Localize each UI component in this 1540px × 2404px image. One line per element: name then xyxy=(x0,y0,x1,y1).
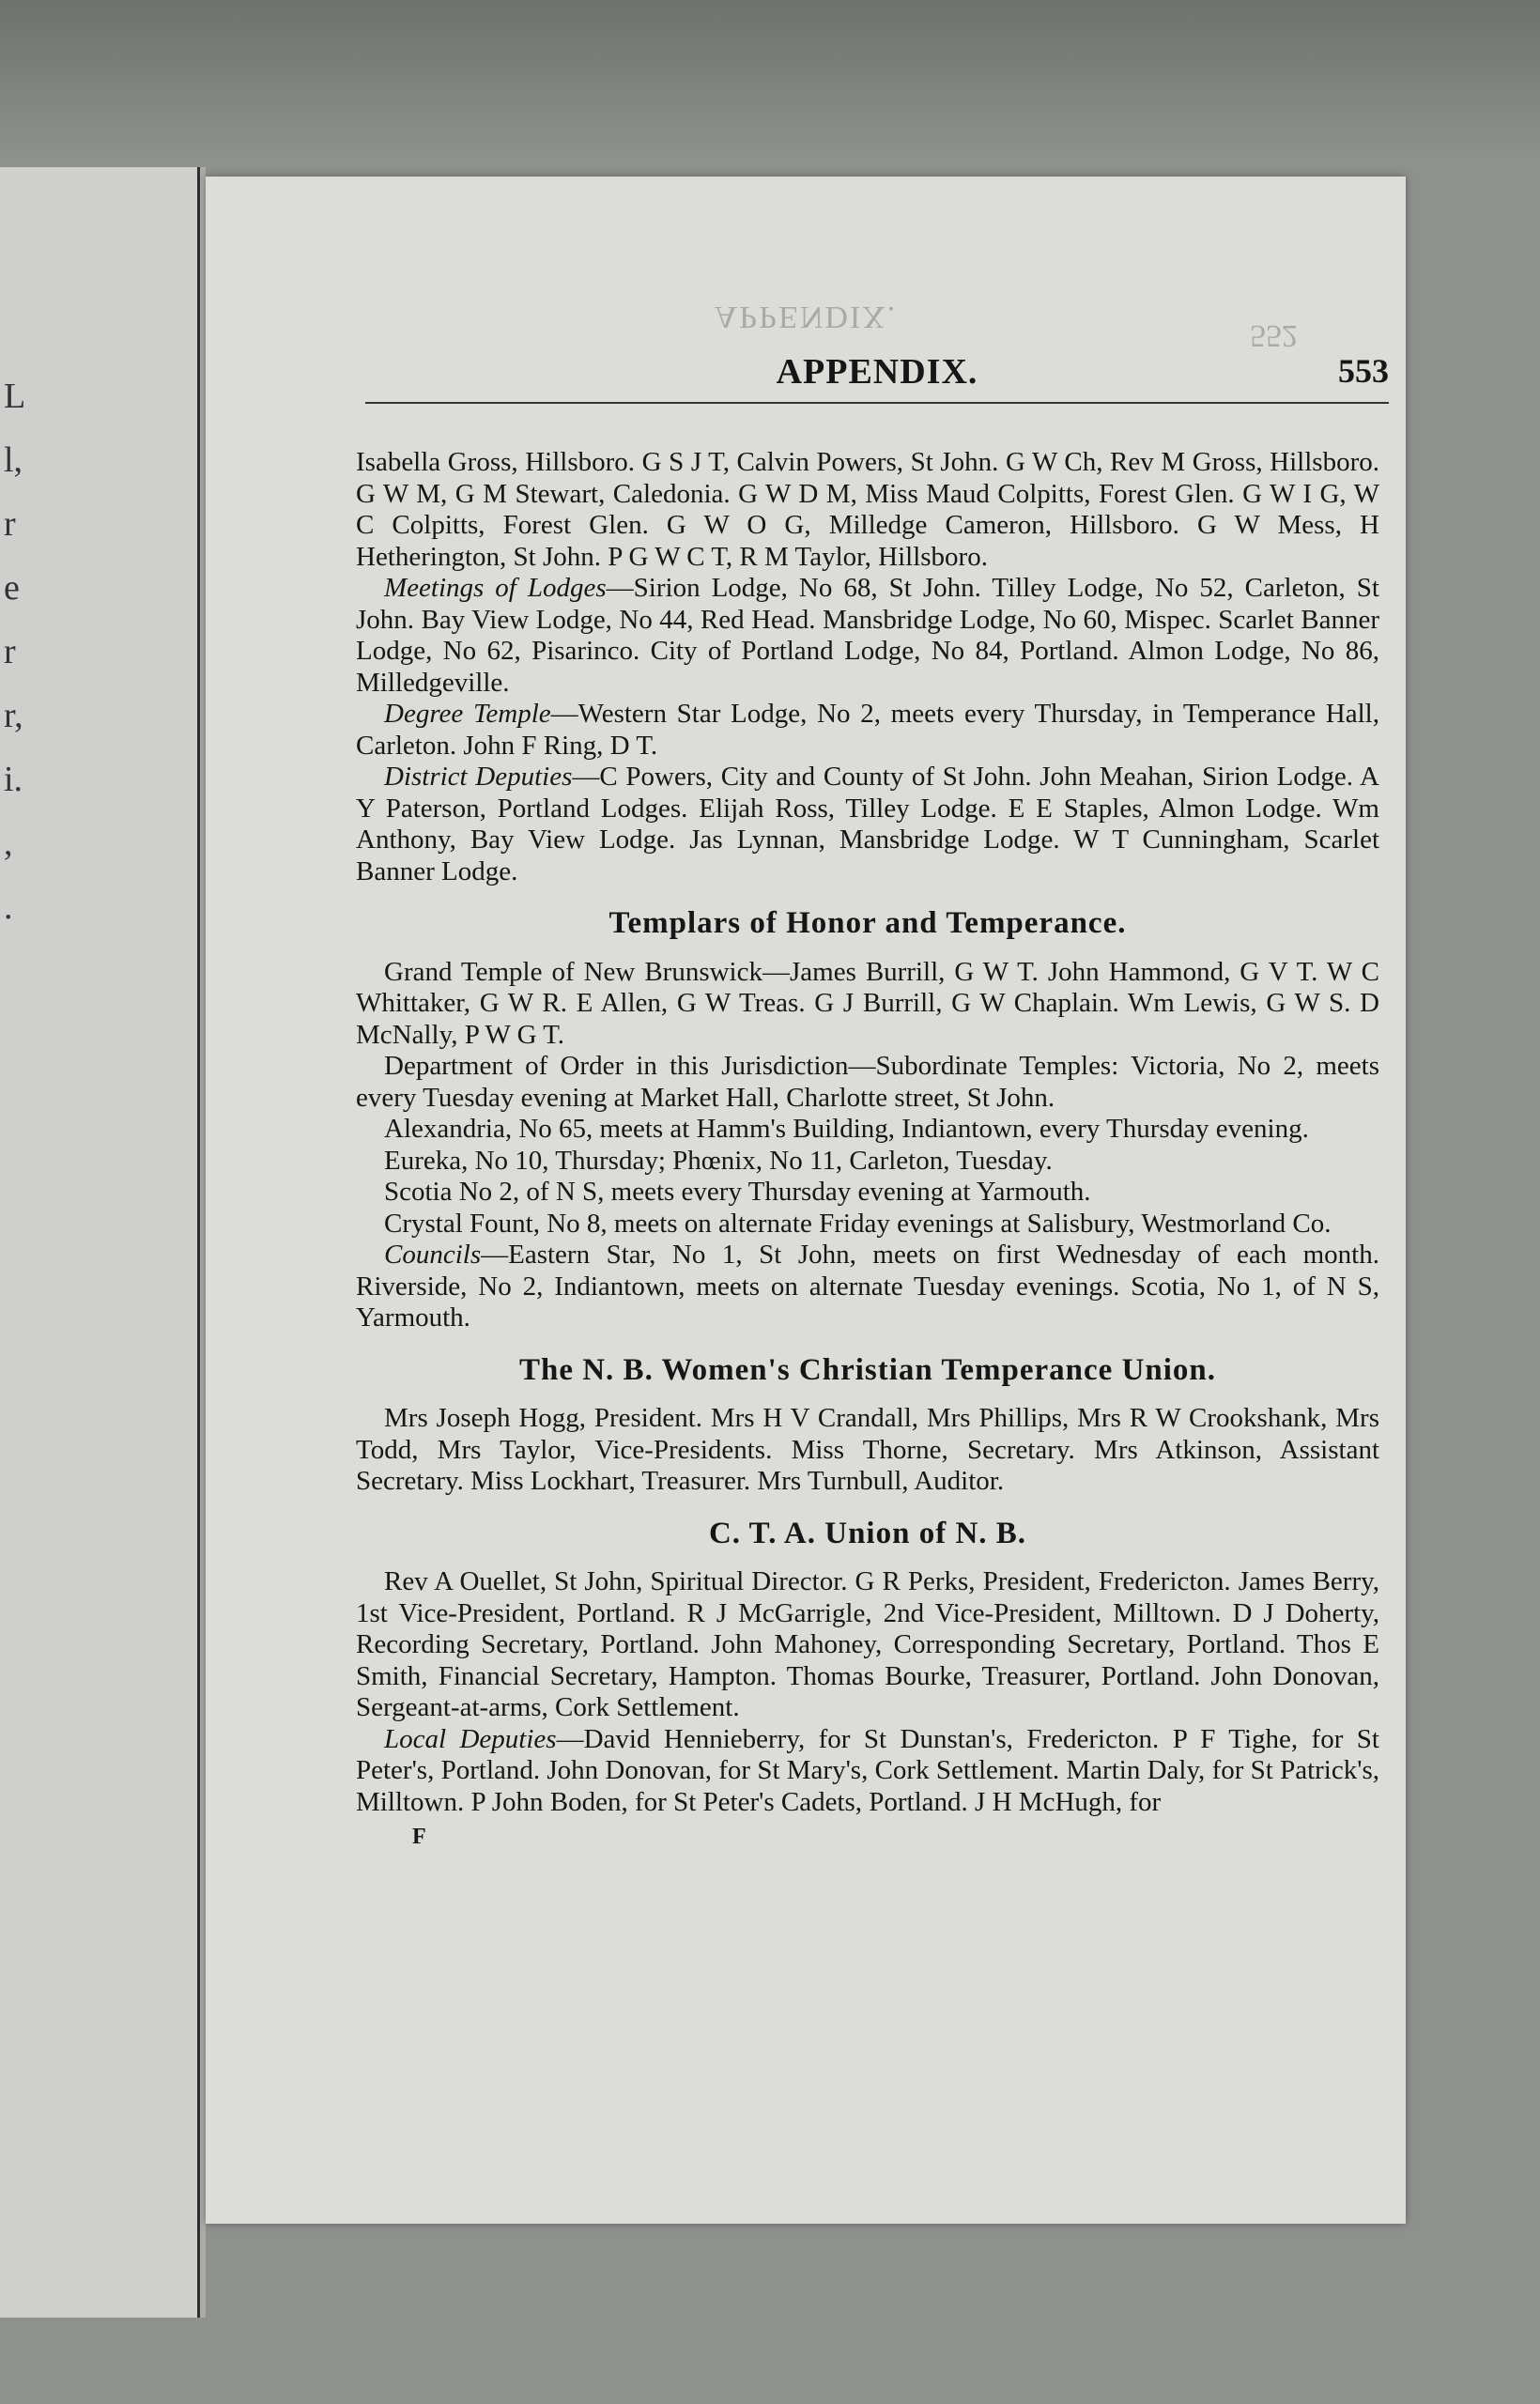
paragraph-text: Crystal Fount, No 8, meets on alternate Friday evenings at Salisbury, Westmorland Co. xyxy=(384,1208,1332,1239)
paragraph-text: —Western Star Lodge, No 2, meets every Thursday, in Temperance Hall, Carleton. John F Ring, D T. xyxy=(356,699,1379,761)
paragraph-text: Isabella Gross, Hillsboro. G S J T, Calvin Powers, St John. G W Ch, Rev M Gross, Hillsboro. G W M, G M Stewart, Caledonia. G W D M, Miss Maud Colpitts, Forest Glen. G W I G, W C Colpitts, Forest Glen. G W O G, Milledge Cameron, Hillsboro. G W Mess, H Hetherington, St John. P G W C T, R M Taylor, Hillsboro. xyxy=(356,447,1379,572)
section-heading: C. T. A. Union of N. B. xyxy=(708,1516,1027,1550)
section-heading: Templars of Honor and Temperance. xyxy=(608,906,1127,940)
paragraph-text: Eureka, No 10, Thursday; Phœnix, No 11, Carleton, Tuesday. xyxy=(384,1145,1053,1176)
facing-page-fragment: r, xyxy=(4,696,23,735)
running-title: APPENDIX. xyxy=(776,352,978,392)
paragraph-text: Rev A Ouellet, St John, Spiritual Director. G R Perks, President, Fredericton. James Berry, 1st Vice-President, Portland. R J McGarrigle, 2nd Vice-President, Milltown. D J Doherty, Recording Secretary, Portland. John Mahoney, Corresponding Secretary, Portland. Thos E Smith, Financial Secretary, Hampton. Thomas Bourke, Treasurer, Portland. John Donovan, Sergeant-at-arms, Cork Settlement. xyxy=(356,1566,1379,1722)
scanner-background xyxy=(0,0,1540,160)
paragraph xyxy=(356,1209,1379,1241)
paragraph-text: Scotia No 2, of N S, meets every Thursday evening at Yarmouth. xyxy=(384,1177,1091,1207)
paragraph-text: Mrs Joseph Hogg, President. Mrs H V Crandall, Mrs Phillips, Mrs R W Crookshank, Mrs Todd, Mrs Taylor, Vice-Presidents. Miss Thorne, Secretary. Mrs Atkinson, Assistant Secretary. Miss Lockhart, Treasurer. Mrs Turnbull, Auditor. xyxy=(356,1403,1379,1496)
page-body xyxy=(356,447,1379,1854)
paragraph-text: Grand Temple of New Brunswick—James Burrill, G W T. John Hammond, G V T. W C Whittaker, G W R. E Allen, G W Treas. G J Burrill, G W Chaplain. Wm Lewis, G W S. D McNally, P W G T. xyxy=(356,956,1379,1050)
paragraph xyxy=(356,573,1379,699)
section-heading: The N. B. Women's Christian Temperance Union. xyxy=(518,1352,1217,1387)
paragraph-lead: District Deputies xyxy=(384,762,573,792)
facing-page-fragment: r xyxy=(4,632,16,671)
paragraph-lead: Councils xyxy=(384,1240,482,1270)
paragraph xyxy=(356,1724,1379,1819)
paragraph-text: —Eastern Star, No 1, St John, meets on first Wednesday of each month. Riverside, No 2, Indiantown, meets on alternate Tuesday evenings. Scotia, No 1, of N S, Yarmouth. xyxy=(356,1240,1379,1333)
running-header xyxy=(365,351,1389,404)
page-number: 553 xyxy=(1338,352,1389,390)
facing-page-fragment: e xyxy=(4,568,20,608)
paragraph xyxy=(356,1051,1379,1114)
paragraph xyxy=(356,762,1379,887)
paragraph xyxy=(356,1177,1379,1209)
paragraph-text: —Sirion Lodge, No 68, St John. Tilley Lodge, No 52, Carleton, St John. Bay View Lodge, No 44, Red Head. Mansbridge Lodge, No 60, Mispec. Scarlet Banner Lodge, No 62, Pisarinco. City of Portland Lodge, No 84, Portland. Almon Lodge, No 86, Milledgeville. xyxy=(356,573,1379,698)
paragraph xyxy=(356,957,1379,1052)
paragraph xyxy=(356,1566,1379,1724)
paragraph xyxy=(356,1240,1379,1334)
book-page xyxy=(206,177,1406,2224)
paragraph xyxy=(356,699,1379,762)
facing-page-text-fragments xyxy=(4,364,41,939)
paragraph-lead: Meetings of Lodges xyxy=(384,573,607,603)
paragraph-text: —C Powers, City and County of St John. John Meahan, Sirion Lodge. A Y Paterson, Portland Lodges. Elijah Ross, Tilley Lodge. E E Staples, Almon Lodge. Wm Anthony, Bay View Lodge. Jas Lynnan, Mansbridge Lodge. W T Cunningham, Scarlet Banner Lodge. xyxy=(356,762,1379,886)
paragraph-text: Alexandria, No 65, meets at Hamm's Building, Indiantown, every Thursday evening. xyxy=(384,1114,1309,1144)
bleed-through-page-number: 552 xyxy=(1250,318,1298,353)
facing-page-fragment: i. xyxy=(4,760,23,799)
paragraph-lead: Local Deputies xyxy=(384,1723,557,1754)
facing-page-fragment: , xyxy=(4,824,13,863)
facing-page-edge xyxy=(0,167,200,2318)
paragraph-text: —David Hennieberry, for St Dunstan's, Fredericton. P F Tighe, for St Peter's, Portland. John Donovan, for St Mary's, Cork Settlement. Martin Daly, for St Patrick's, Milltown. P John Boden, for St Peter's Cadets, Portland. J H McHugh, for xyxy=(356,1723,1379,1817)
facing-page-fragment: r xyxy=(4,504,16,544)
paragraph xyxy=(356,1114,1379,1146)
paragraph xyxy=(356,1403,1379,1498)
paragraph xyxy=(356,447,1379,573)
paragraph-text: Department of Order in this Jurisdiction—Subordinate Temples: Victoria, No 2, meets every Tuesday evening at Market Hall, Charlotte street, St John. xyxy=(356,1051,1379,1113)
facing-page-fragment: L xyxy=(4,377,26,416)
paragraph xyxy=(356,1146,1379,1178)
bleed-through-header: APPENDIX. xyxy=(714,300,898,334)
facing-page-fragment: l, xyxy=(4,440,23,480)
paragraph-lead: Degree Temple xyxy=(384,699,551,729)
signature-mark: F xyxy=(412,1825,426,1849)
facing-page-fragment: . xyxy=(4,887,13,927)
